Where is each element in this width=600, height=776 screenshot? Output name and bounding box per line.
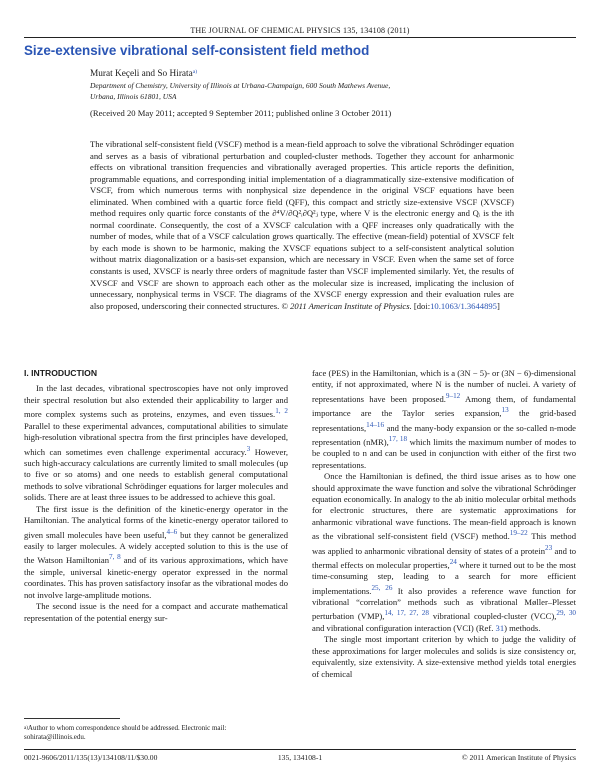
intro-paragraph-3: The second issue is the need for a compact and accurate mathematical representation of the potential energy sur- — [24, 601, 288, 623]
citation-link[interactable]: 25, 26 — [371, 583, 393, 592]
citation-link[interactable]: 14, 17, 27, 28 — [384, 609, 429, 618]
author-names: Murat Keçeli and So Hirata — [90, 69, 193, 79]
footnote — [24, 724, 288, 742]
intro-paragraph-4: Once the Hamiltonian is defined, the third issue arises as to how one should approximate the wave function and solve the vibrational Schrödinger equation economically. In analogy to the ab initio molecular orbital methods for electronic structures, there are systematic approximations for anharmonic vibrational wave functions. The mean-field approach is known as the vibrational self-consistent field (VSCF) method.$^{19-22}$ This method was applied to anharmonic vibrational density of states of a protein$^{23}$ and to thermal effects on molecular properties,$^{24}$ where it turned out to be the most time-consuming step, leading to a search for more efficient implementations.$^{25, 26}$ It also provides a reference wave function for vibrational “correlation” methods such as vibrational Møller–Plesset perturbation (VMP),$^{14, 17, 27, 28}$ vibrational coupled-cluster (VCC),$^{29, 30}$ and vibrational configuration interaction (VCI) (Ref. 31) methods. — [312, 471, 577, 633]
citation-link[interactable]: 4–6 — [166, 527, 178, 536]
authors — [90, 69, 197, 79]
affiliation-line-1: Department of Chemistry, University of Illinois at Urbana-Champaign, 600 South Mathews Avenue, — [90, 81, 391, 90]
footnote-mark: a) — [24, 726, 28, 731]
doi-link[interactable]: 10.1063/1.3644895 — [430, 300, 497, 311]
affiliation-line-2: Urbana, Illinois 61801, USA — [90, 91, 177, 101]
doi-open: [doi: — [411, 300, 431, 311]
citation-link[interactable]: 1, 2 — [275, 407, 289, 416]
footnote-rule — [24, 718, 120, 719]
affiliation — [90, 81, 530, 102]
citation-link[interactable]: 19–22 — [509, 529, 528, 538]
intro-paragraph-2: The first issue is the definition of the kinetic-energy operator in the Hamiltonian. The analytical forms of the kinetic-energy operator tailored to given small molecules have been useful,$^{4-6}$ but they cannot be generalized easily to larger molecules. A widely accepted solution to this is the use of the Watson Hamiltonian$^{7, 8}$ and of its various approximations, which have the simple, universal kinetic-energy operator expressed in the normal coordinates. This has proven satisfactory insofar as the vibrational modes do not involve large-amplitude motions. — [24, 503, 289, 600]
citation-link[interactable]: 17, 18 — [388, 434, 408, 443]
journal-header: THE JOURNAL OF CHEMICAL PHYSICS 135, 134108 (2011) — [190, 26, 410, 35]
doi-close: ] — [496, 300, 500, 311]
citation-link[interactable]: 9–12 — [445, 391, 461, 400]
intro-paragraph-1: In the last decades, vibrational spectroscopies have not only improved their spectral resolution but also extended their applicability to larger and more complex systems such as proteins, enzymes, and even tissues.$^{1, 2}$ Parallel to these experimental advances, computational abilities to simulate high-resolution vibrational spectra from the first principles have developed, which can sometimes even challenge experimental accuracy.$^3$ However, such high-accuracy calculations are currently limited to small molecules (up to five or so atoms) and one needs to establish general computational methods to solve vibrational Schrödinger equations for larger molecules and solids. There are at least three issues to be addressed to achieve this goal. — [24, 383, 289, 503]
right-column — [312, 368, 576, 680]
abstract — [90, 139, 514, 312]
citation-link[interactable]: 13 — [501, 406, 509, 415]
citation-link[interactable]: 7, 8 — [109, 553, 121, 562]
section-heading-introduction: I. INTRODUCTION — [24, 368, 98, 378]
intro-paragraph-3-cont: face (PES) in the Hamiltonian, which is a (3N − 5)- or (3N − 6)-dimensional entity, if not approximated, where N is the number of nuclei. A variety of representations have been proposed.$^{9-12}$ Among them, of fundamental importance are the Taylor series expansion,$^{13}$ the grid-based representations,$^{14-16}$ and the many-body expansion or the so-called n-mode representation (nMR),$^{17, 18}$ which limits the maximum number of modes to be coupled to n and can be used in conjunction with either of the first two representations. — [312, 368, 577, 470]
footer-rule — [24, 749, 576, 750]
citation-link[interactable]: 23 — [545, 543, 553, 552]
footer-issn: 0021-9606/2011/135(13)/134108/11/$30.00 — [24, 753, 158, 762]
intro-paragraph-5: The single most important criterion by which to judge the validity of these approximations for larger molecules and solids is size consistency or, equivalently, size extensivity. A size-extensive method yields total energies of chemical — [312, 634, 576, 679]
author-footnote-mark[interactable]: a) — [192, 69, 198, 75]
header-rule — [24, 37, 576, 38]
citation-link[interactable]: 3 — [246, 444, 251, 453]
citation-link[interactable]: 29, 30 — [556, 609, 577, 618]
left-column — [24, 368, 288, 624]
paper-title: Size-extensive vibrational self-consistent field method — [24, 43, 370, 58]
abstract-body: The vibrational self-consistent field (VSCF) method is a mean-field approach to solve the vibrational Schrödinger equation and serves as a basis of vibrational perturbation and coupled-cluster methods. Together they account for anharmonic effects on vibrational transition frequencies and vibrationally averaged properties. This article reports the definition, programmable equations, and corresponding initial implementation of a diagrammatically size-extensive modification of VSCF, from which numerous terms with nonphysical size dependence in the original VSCF equations have been eliminated. When combined with a quartic force field (QFF), this compact and strictly size-extensive VSCF (XVSCF) method requires only quartic force constants of the ∂⁴V/∂Q²ᵢ∂Q²ⱼ type, where V is the electronic energy and Qᵢ is the ith normal coordinate. Consequently, the cost of a XVSCF calculation with a QFF increases only quadratically with the number of modes, while that of a VSCF calculation grows quartically. The effective (mean-field) potential of XVSCF felt by each mode is shown to be harmonic, making the XVSCF equations subject to a self-consistent analytical solution without matrix diagonalization or a basis-set expansion, which are necessary in VSCF. Even when the same set of force constants is used, XVSCF is nearly three orders of magnitude faster than VSCF implemented similarly. Yet, the results of XVSCF and VSCF are shown to approach each other as the molecular size is increased, implicating the inclusion of unnecessary, nonphysical terms in VSCF. The diagrams of the XVSCF energy expression and their evaluation rules are also proposed, underscoring their connected structures. — [90, 139, 514, 311]
footer-copyright: © 2011 American Institute of Physics — [461, 753, 576, 762]
citation-link[interactable]: 24 — [449, 557, 457, 566]
citation-link[interactable]: 31 — [495, 622, 505, 633]
footer-page-number: 135, 134108-1 — [277, 753, 323, 762]
received-dates: (Received 20 May 2011; accepted 9 September 2011; published online 3 October 2011) — [90, 108, 392, 118]
citation-link[interactable]: 14–16 — [366, 420, 385, 429]
abstract-copyright: © 2011 American Institute of Physics. — [281, 300, 412, 311]
footnote-text: Author to whom correspondence should be addressed. Electronic mail: sohirata@illinois.edu. — [24, 724, 227, 741]
